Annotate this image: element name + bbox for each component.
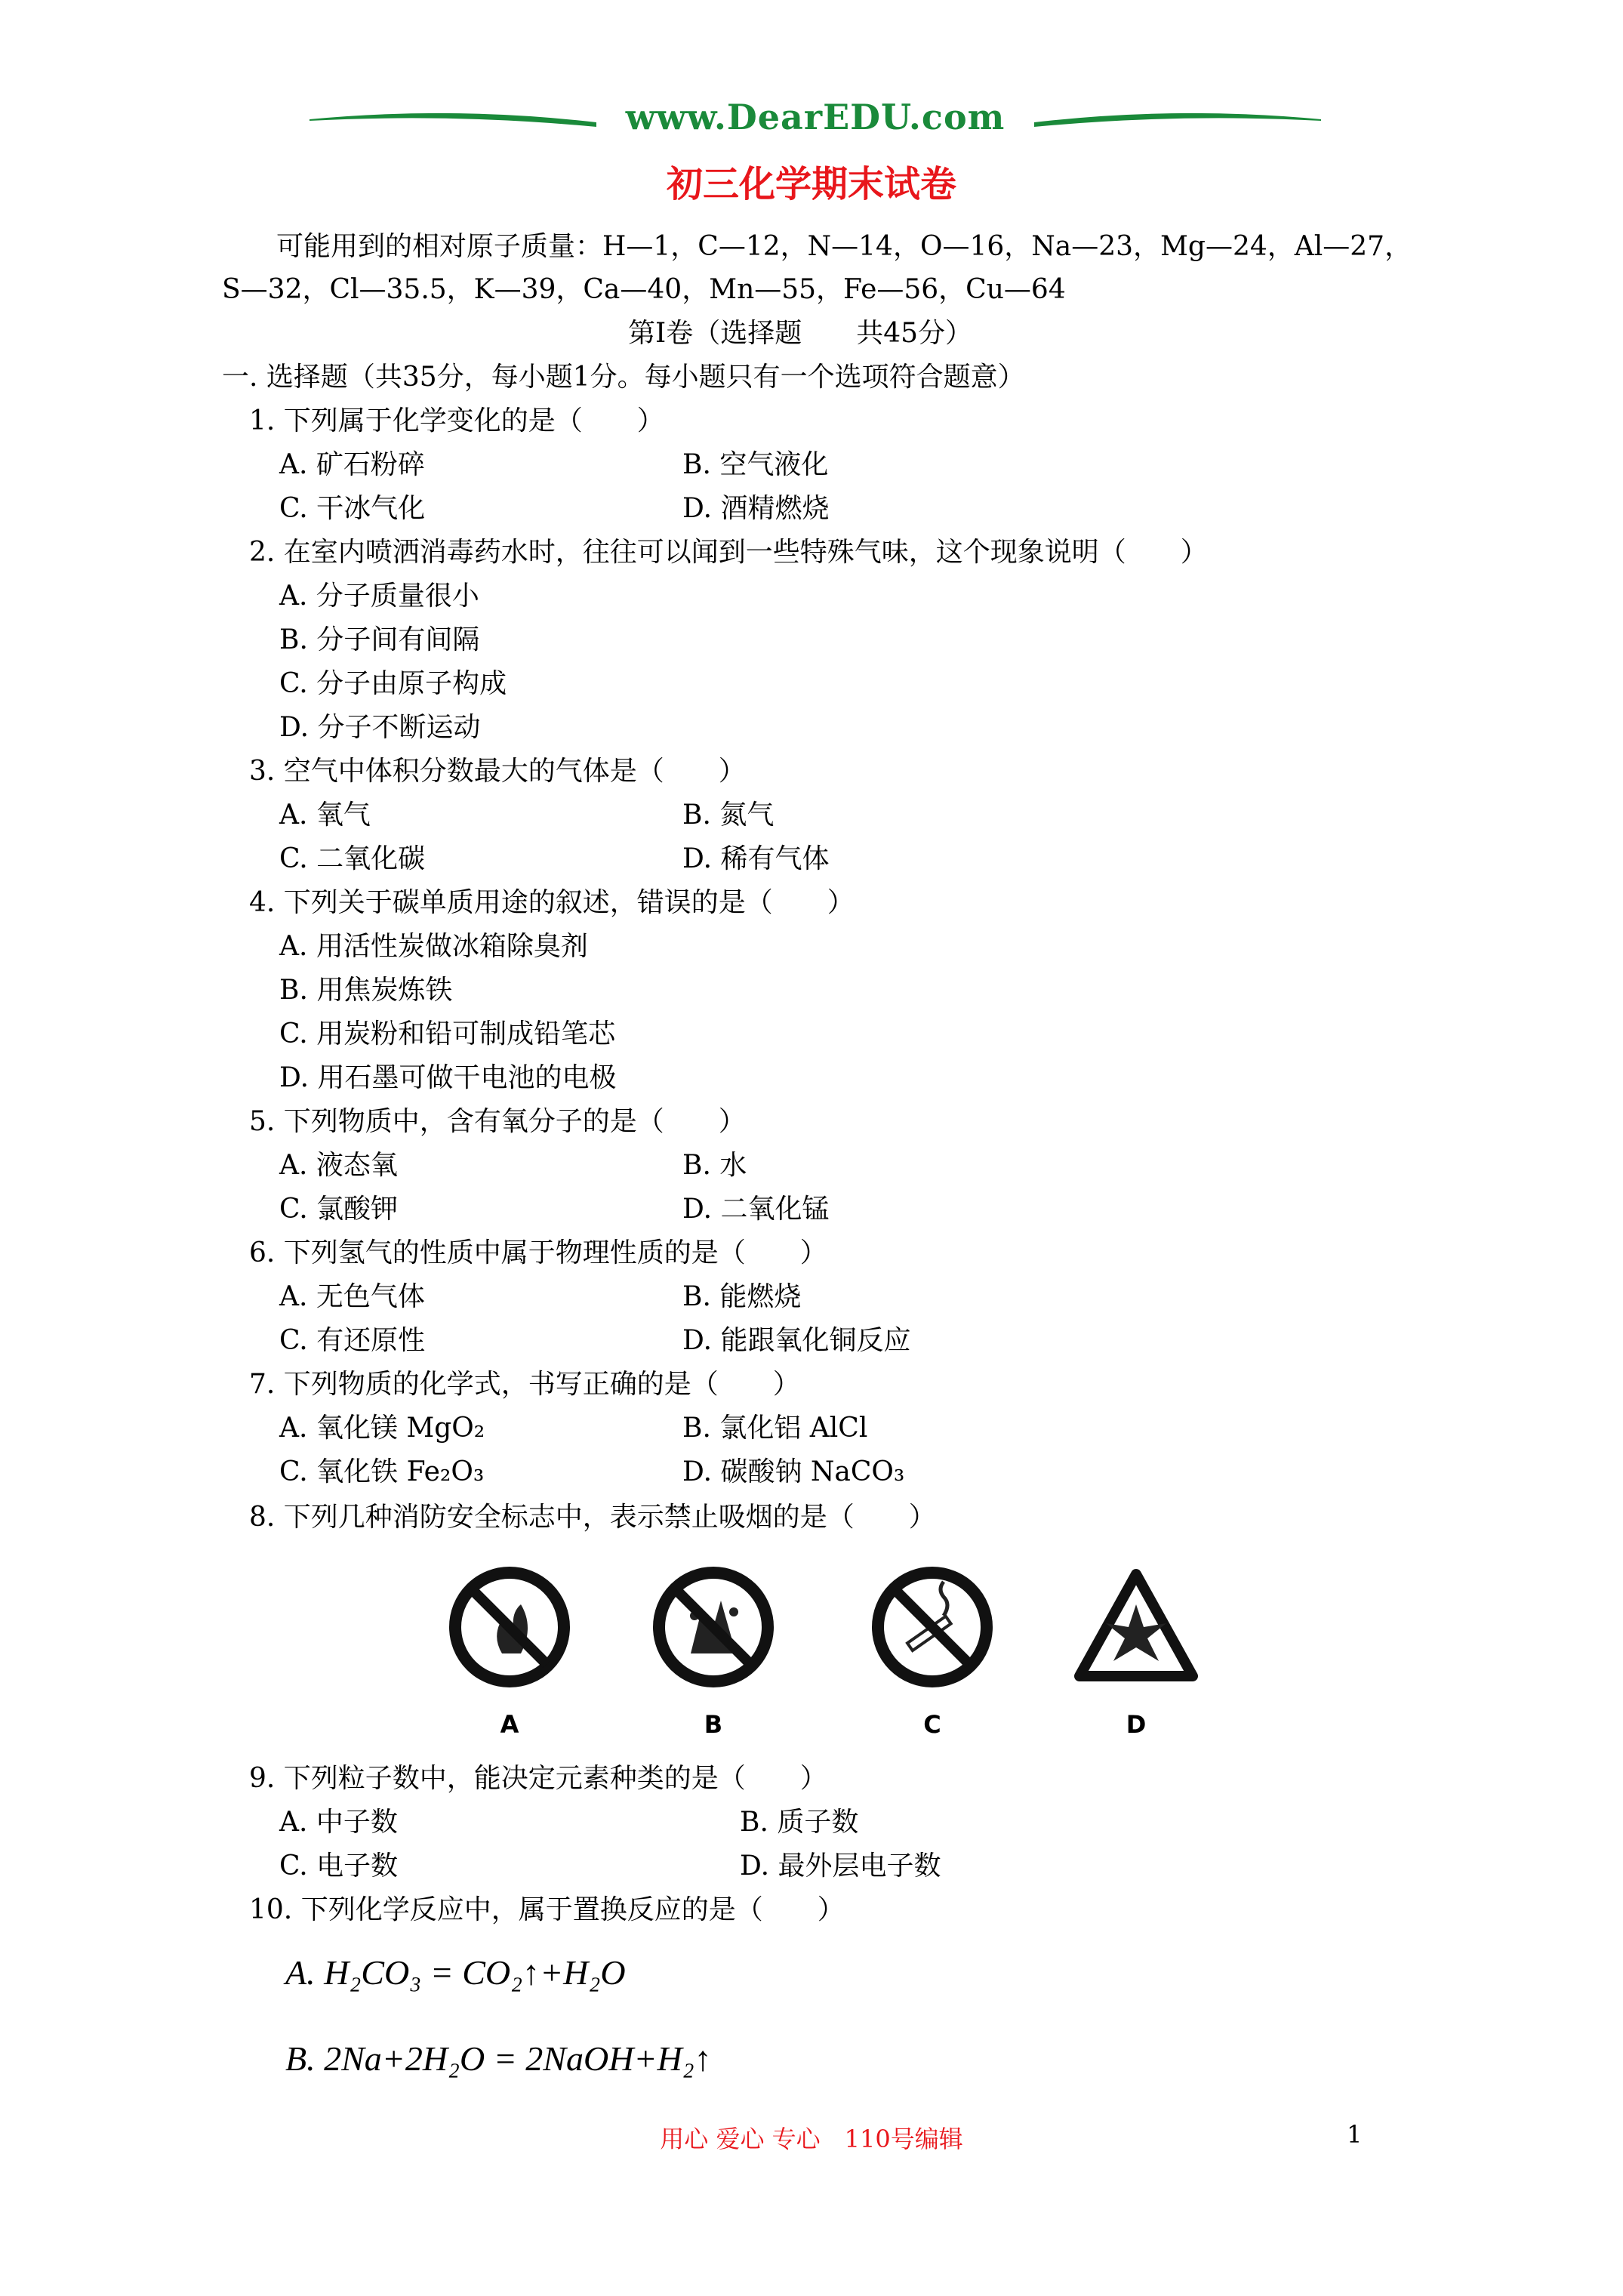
equation-b: B. 2Na+2H₂O = 2NaOH+H₂↑ [285, 2039, 712, 2078]
option-a: A. 无色气体 [279, 1281, 425, 1312]
option-d: D. 用石墨可做干电池的电极 [279, 1062, 617, 1093]
no-burning-sign-icon [649, 1563, 778, 1691]
option-a: A. 液态氧 [279, 1150, 398, 1181]
question-stem: 8. 下列几种消防安全标志中，表示禁止吸烟的是（ ） [249, 1502, 936, 1533]
question-stem: 2. 在室内喷洒消毒药水时，往往可以闻到一些特殊气味，这个现象说明（ ） [249, 537, 1208, 568]
option-a: A. 分子质量很小 [279, 581, 479, 612]
question-stem: 4. 下列关于碳单质用途的叙述，错误的是（ ） [249, 887, 855, 918]
no-smoking-sign-icon [868, 1563, 996, 1691]
option-d: D. 分子不断运动 [279, 712, 481, 743]
option-b: B. 用焦炭炼铁 [279, 975, 453, 1006]
equation-a: A. H₂CO₃ = CO₂↑+H₂O [285, 1953, 626, 1992]
site-banner [302, 91, 1329, 159]
sign-label-b: B [704, 1710, 723, 1739]
option-c: C. 分子由原子构成 [279, 668, 507, 699]
atomic-mass-line-1: 可能用到的相对原子质量：H—1，C—12，N—14，O—16，Na—23，Mg—24，Al—27， [276, 231, 1412, 262]
option-c: C. 用炭粉和铅可制成铅笔芯 [279, 1019, 616, 1049]
option-d: D. 酒精燃烧 [682, 493, 830, 524]
option-b: B. 水 [682, 1150, 747, 1181]
option-a: A. 氧化镁 MgO₂ [279, 1413, 485, 1444]
option-c: C. 有还原性 [279, 1325, 426, 1356]
question-stem: 9. 下列粒子数中，能决定元素种类的是（ ） [249, 1763, 827, 1794]
option-d: D. 碳酸钠 NaCO₃ [682, 1456, 905, 1487]
option-d: D. 二氧化锰 [682, 1194, 830, 1225]
option-d: D. 稀有气体 [682, 843, 830, 874]
option-a: A. 矿石粉碎 [279, 449, 425, 480]
sign-label-d: D [1126, 1710, 1147, 1739]
footer-editor-note: 用心 爱心 专心 110号编辑 [660, 2125, 963, 2153]
option-b: B. 质子数 [740, 1807, 859, 1838]
option-b: B. 能燃烧 [682, 1281, 802, 1312]
option-b: B. 氯化铝 AlCl [682, 1413, 868, 1444]
question-stem: 10. 下列化学反应中，属于置换反应的是（ ） [249, 1894, 845, 1925]
page-number: 1 [1347, 2120, 1363, 2149]
option-c: C. 干冰气化 [279, 493, 426, 524]
option-b: B. 氮气 [682, 800, 775, 831]
question-stem: 5. 下列物质中，含有氧分子的是（ ） [249, 1106, 746, 1137]
question-stem: 1. 下列属于化学变化的是（ ） [249, 405, 664, 436]
question-stem: 3. 空气中体积分数最大的气体是（ ） [249, 756, 746, 787]
option-c: C. 氧化铁 Fe₂O₃ [279, 1456, 485, 1487]
section-heading: 一. 选择题（共35分，每小题1分。每小题只有一个选项符合题意） [222, 362, 1025, 393]
page-title: 初三化学期末试卷 [666, 163, 956, 205]
option-c: C. 二氧化碳 [279, 843, 426, 874]
question-stem: 7. 下列物质的化学式，书写正确的是（ ） [249, 1369, 800, 1400]
atomic-mass-line-2: S—32，Cl—35.5，K—39，Ca—40，Mn—55，Fe—56，Cu—64 [222, 274, 1066, 305]
option-d: D. 能跟氧化铜反应 [682, 1325, 911, 1356]
safety-signs [423, 1563, 1223, 1752]
question-stem: 6. 下列氢气的性质中属于物理性质的是（ ） [249, 1237, 827, 1268]
option-b: B. 分子间有间隔 [279, 624, 480, 655]
option-b: B. 空气液化 [682, 449, 829, 480]
sign-label-c: C [923, 1710, 941, 1739]
no-fire-sign-icon [445, 1563, 574, 1691]
option-a: A. 氧气 [279, 800, 371, 831]
part-title: 第Ⅰ卷（选择题 共45分） [628, 318, 973, 349]
site-url[interactable]: www.DearEDU.com [625, 97, 1006, 137]
sign-label-a: A [500, 1710, 519, 1739]
option-a: A. 用活性炭做冰箱除臭剂 [279, 931, 588, 962]
option-a: A. 中子数 [279, 1807, 398, 1838]
option-d: D. 最外层电子数 [740, 1851, 941, 1881]
explosive-warning-sign-icon [1072, 1563, 1200, 1691]
option-c: C. 氯酸钾 [279, 1194, 399, 1225]
option-c: C. 电子数 [279, 1851, 399, 1881]
